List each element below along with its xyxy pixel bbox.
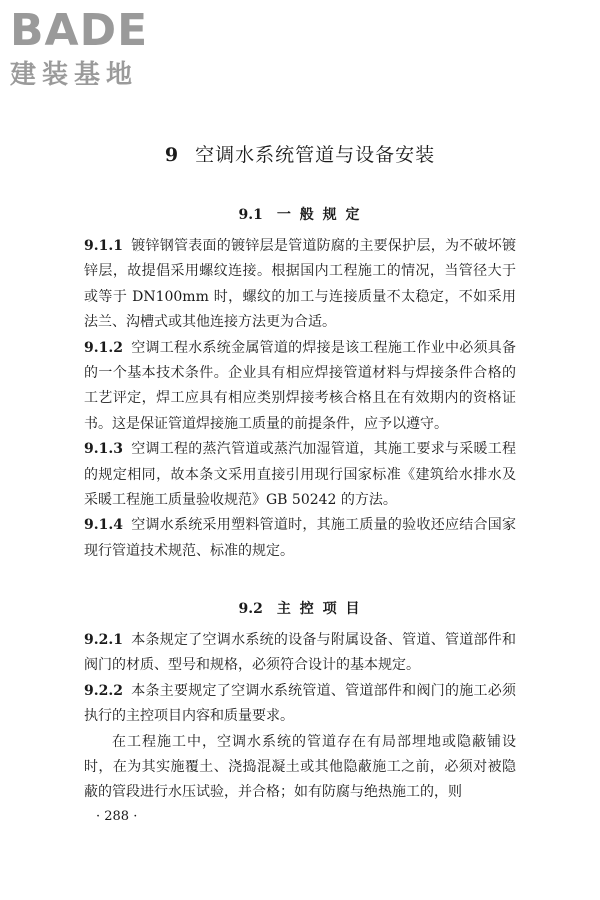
chapter-title-text: 空调水系统管道与设备安装 (195, 144, 436, 166)
clause-number: 9.1.4 (84, 517, 123, 534)
clause-text: 空调工程水系统金属管道的焊接是该工程施工作业中必须具备的一个基本技术条件。企业具有相应焊接管道材料与焊接条件合格的工艺评定，焊工应具有相应类别焊接考核合格且在有效期内的资格证书。这是保证管道焊接施工质量的前提条件，应予以遵守。 (84, 339, 516, 432)
section-9-1-body (84, 234, 516, 564)
clause-9-1-3 (84, 437, 516, 513)
clause-number: 9.1.1 (84, 238, 123, 254)
clause-9-2-2 (84, 679, 516, 730)
clause-number: 9.1.2 (84, 339, 123, 356)
clause-text: 空调工程的蒸汽管道或蒸汽加湿管道，其施工要求与采暖工程的规定相同，故本条文采用直接引用现行国家标准《建筑给水排水及采暖工程施工质量验收规范》GB 50242 的方法。 (84, 441, 516, 509)
section-9-2-body (84, 628, 516, 806)
chapter-number: 9 (164, 144, 180, 166)
section-title: 一 般 规 定 (276, 207, 362, 223)
body-paragraph: 在工程施工中，空调水系统的管道存在有局部埋地或隐蔽铺设时，在为其实施覆土、浇捣混凝土或其他隐蔽施工之前，必须对被隐蔽的管段进行水压试验，并合格；如有防腐与绝热施工的，则 (84, 733, 516, 801)
clause-number: 9.2.2 (84, 682, 123, 699)
clause-9-1-2 (84, 336, 516, 438)
section-title: 主 控 项 目 (276, 601, 362, 617)
clause-number: 9.1.3 (84, 441, 123, 458)
page-number: · 288 · (96, 809, 138, 824)
clause-text: 空调水系统采用塑料管道时，其施工质量的验收还应结合国家现行管道技术规范、标准的规定。 (84, 517, 516, 559)
section-heading-9-1 (0, 204, 600, 226)
chapter-title (0, 142, 600, 168)
section-number: 9.1 (238, 207, 263, 223)
clause-9-2-1 (84, 628, 516, 679)
section-number: 9.2 (238, 601, 263, 617)
clause-text: 镀锌钢管表面的镀锌层是管道防腐的主要保护层，为不破坏镀锌层，故提倡采用螺纹连接。根据国内工程施工的情况，当管径大于或等于 DN100mm 时，螺纹的加工与连接质量不太稳定，不如采用法兰、沟槽式或其他连接方法更为合适。 (84, 238, 516, 331)
bade-logo (10, 6, 180, 92)
logo-subtitle: 建装基地 (10, 60, 139, 90)
logo-brand: BADE (10, 5, 149, 56)
clause-9-1-4 (84, 513, 516, 564)
clause-text: 本条主要规定了空调水系统管道、管道部件和阀门的施工必须执行的主控项目内容和质量要求。 (84, 682, 516, 725)
section-heading-9-2 (0, 598, 600, 620)
clause-9-1-1 (84, 234, 516, 336)
clause-text: 本条规定了空调水系统的设备与附属设备、管道、管道部件和阀门的材质、型号和规格，必须符合设计的基本规定。 (84, 632, 516, 674)
clause-number: 9.2.1 (84, 632, 123, 648)
